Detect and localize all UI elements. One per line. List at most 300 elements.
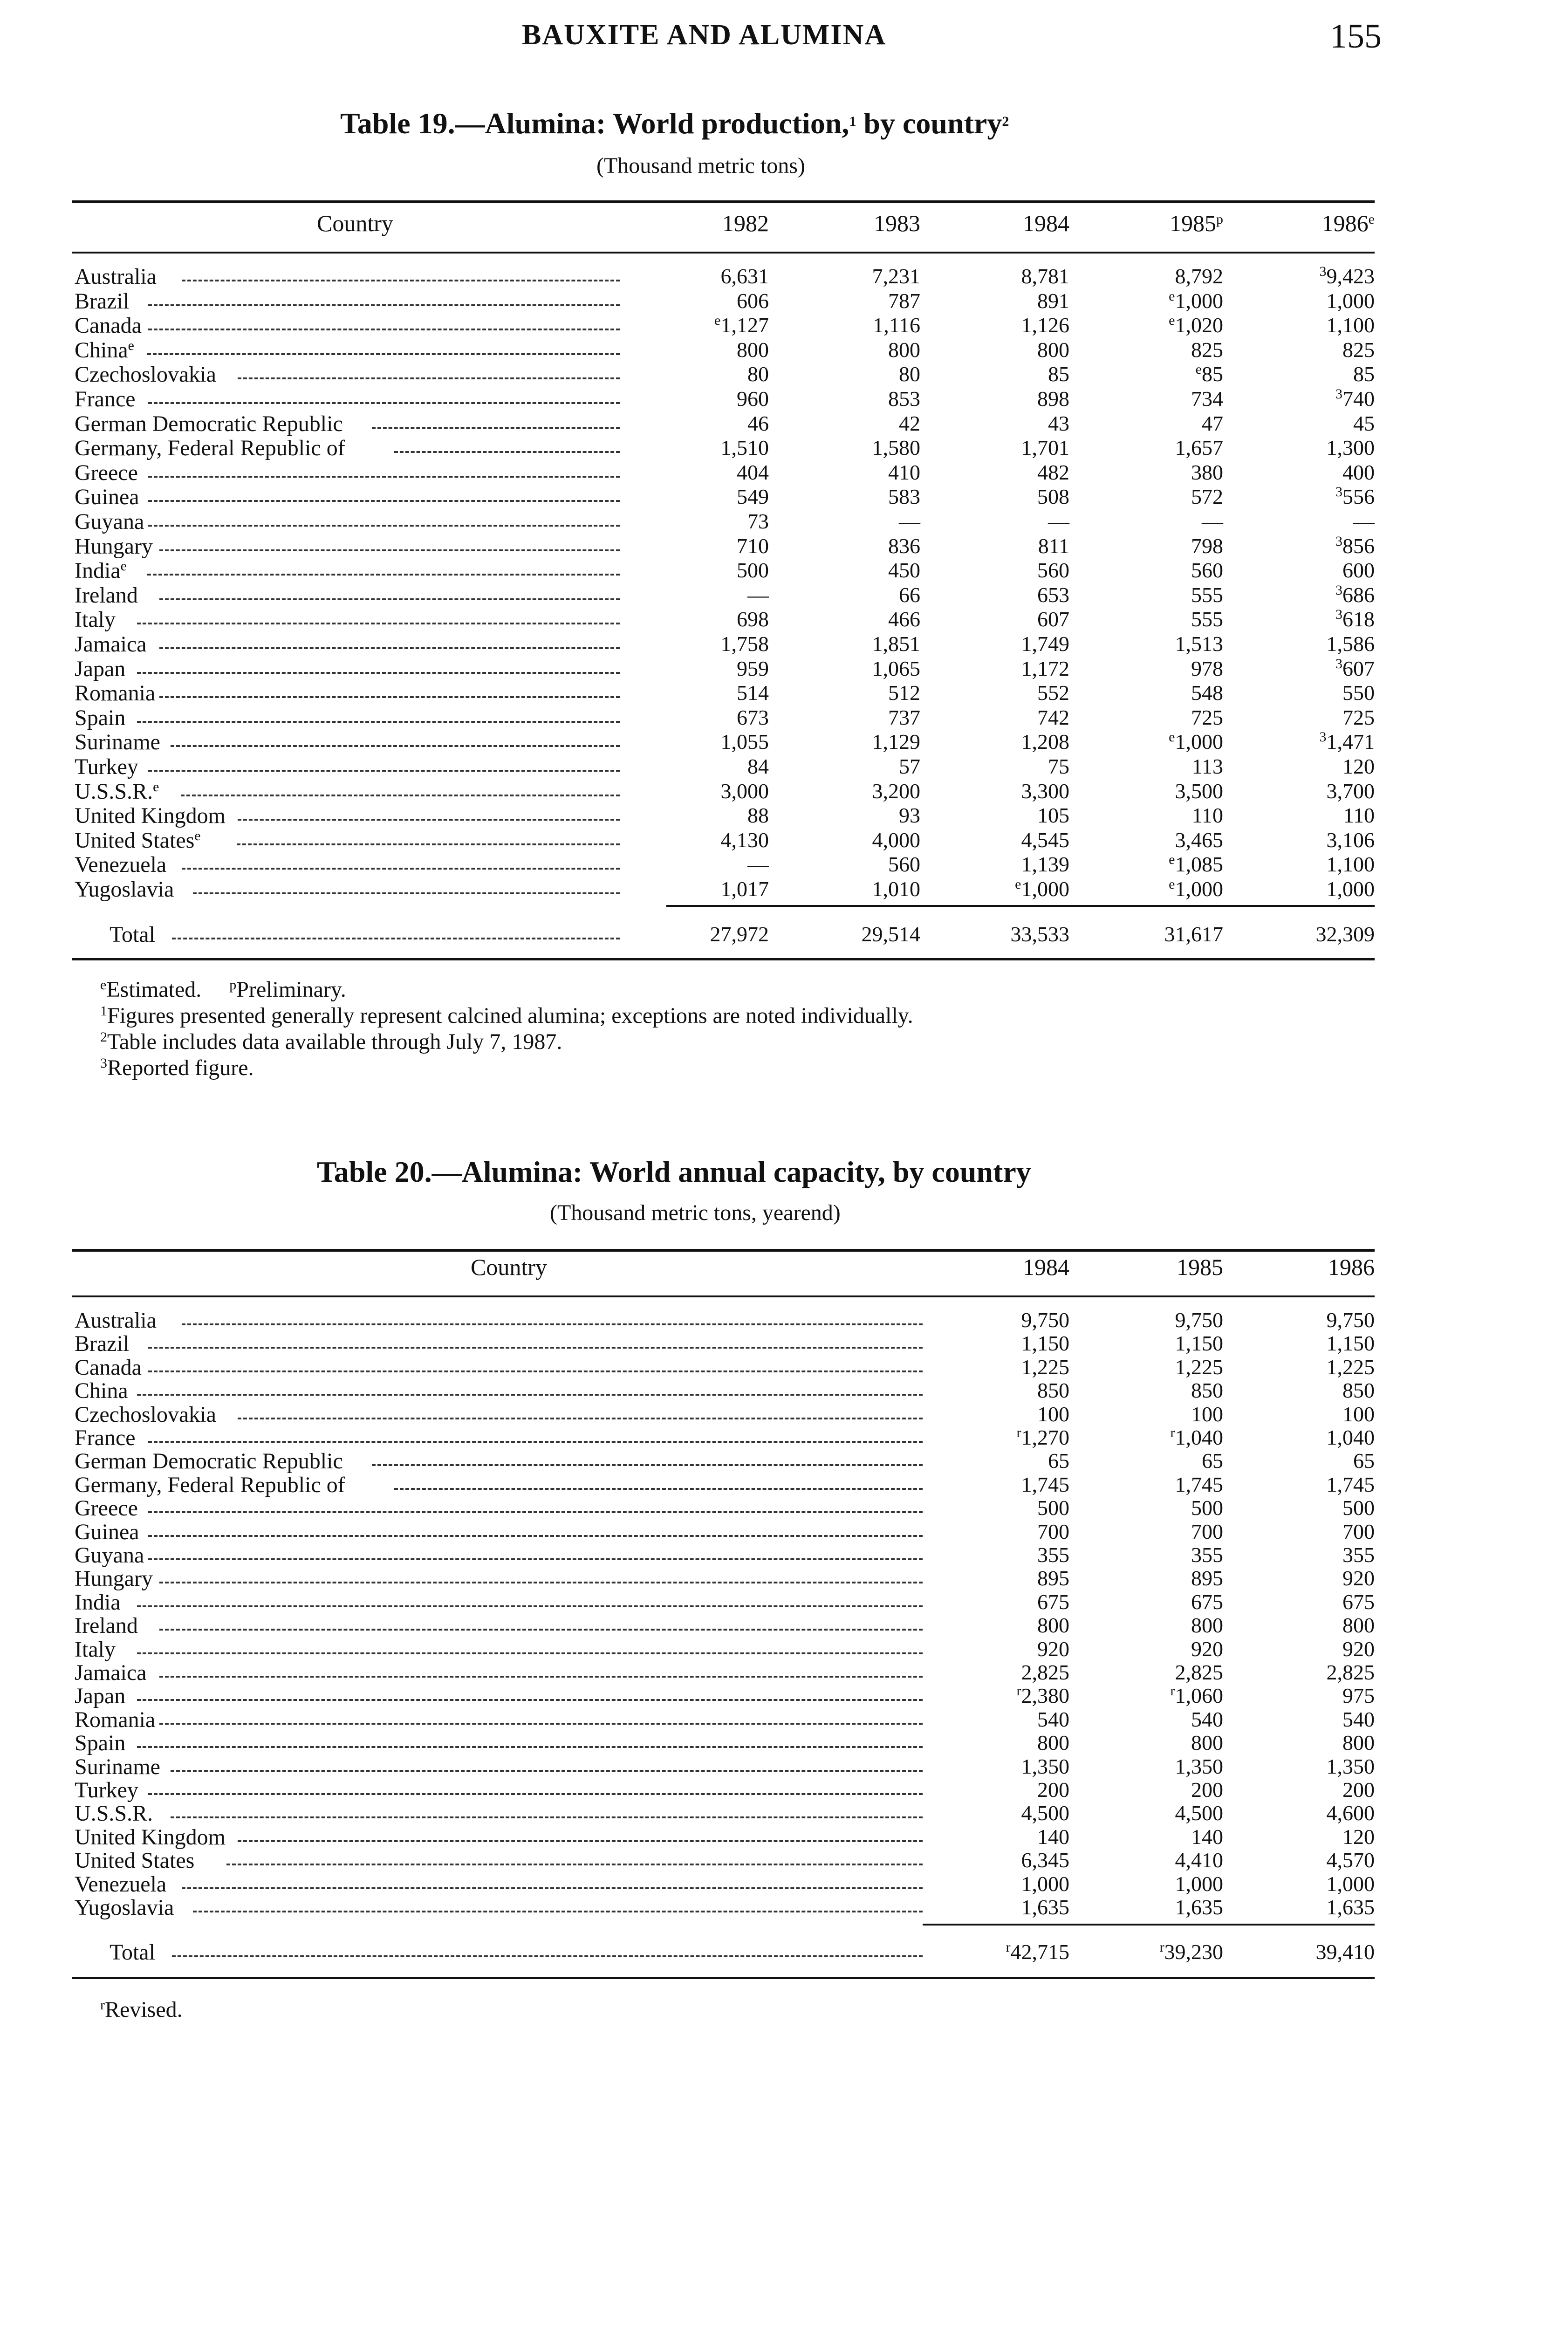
cell-value: —	[1048, 509, 1069, 533]
table-row	[0, 435, 1568, 460]
table-cell	[1253, 1331, 1375, 1356]
dot-leader	[172, 938, 620, 939]
table-cell	[948, 1402, 1069, 1426]
cell-value: 32,309	[1315, 922, 1375, 946]
table-cell	[1102, 1566, 1223, 1590]
table-cell	[648, 680, 769, 705]
table-cell	[1253, 1542, 1375, 1567]
cell-value: 1,000	[1326, 1871, 1375, 1896]
country-name-text: Hungary	[75, 1566, 153, 1591]
country-name	[75, 1637, 116, 1662]
value-note-marker: 3	[1335, 607, 1342, 623]
cell-value: 1,040	[1175, 1425, 1223, 1449]
dot-leader	[137, 1746, 923, 1748]
table-cell	[648, 803, 769, 828]
cell-value: 6,345	[1021, 1848, 1069, 1872]
cell-value: 698	[737, 607, 769, 631]
table-row	[0, 1355, 1568, 1380]
cell-value: 100	[1191, 1402, 1223, 1426]
footnote-text: Preliminary.	[236, 977, 346, 1002]
table-cell	[948, 1777, 1069, 1802]
table-cell	[799, 264, 920, 288]
table-cell	[1102, 1637, 1223, 1661]
cell-value: 560	[1191, 558, 1223, 582]
table-row	[0, 1777, 1568, 1802]
cell-value: 1,350	[1021, 1754, 1069, 1778]
value-note-marker: 3	[1319, 729, 1327, 745]
country-name-text: Guyana	[75, 1543, 144, 1568]
table-cell	[1102, 362, 1223, 386]
cell-value: 100	[1037, 1402, 1069, 1426]
table-cell	[1102, 1871, 1223, 1896]
table-cell	[1253, 582, 1375, 607]
table-cell	[948, 1308, 1069, 1332]
country-name	[75, 582, 138, 608]
table-row	[0, 656, 1568, 681]
table-cell	[1102, 1425, 1223, 1450]
cell-value: 560	[1037, 558, 1069, 582]
table-row	[0, 1378, 1568, 1403]
cell-value: 105	[1037, 803, 1069, 828]
dot-leader	[226, 1864, 923, 1865]
table-cell	[1253, 680, 1375, 705]
table-cell	[948, 1355, 1069, 1379]
country-name-text: Japan	[75, 656, 126, 681]
value-note-marker: 3	[1335, 656, 1342, 672]
cell-value: 39,230	[1164, 1940, 1223, 1964]
table-cell	[1253, 1566, 1375, 1590]
cell-value: 1,225	[1021, 1355, 1069, 1379]
country-name-text: Australia	[75, 264, 157, 289]
cell-value: 3,000	[720, 779, 769, 803]
cell-value: —	[747, 582, 769, 607]
table-cell	[1253, 1777, 1375, 1802]
country-name	[75, 1308, 157, 1333]
country-name-text: Total	[110, 922, 155, 947]
value-note-marker: 3	[1335, 386, 1342, 402]
table-cell	[948, 1848, 1069, 1872]
table20-rule	[923, 1924, 1375, 1926]
cell-value: 600	[1342, 558, 1375, 582]
table-cell	[1102, 828, 1223, 852]
table-cell	[799, 754, 920, 779]
country-name-text: Suriname	[75, 730, 160, 755]
cell-value: 975	[1342, 1684, 1375, 1708]
cell-value: 686	[1342, 582, 1375, 607]
cell-value: 895	[1191, 1566, 1223, 1590]
table-cell	[799, 313, 920, 337]
dot-leader	[137, 1605, 923, 1607]
cell-value: 450	[888, 558, 920, 582]
cell-value: 1,000	[1326, 877, 1375, 901]
table-cell	[648, 754, 769, 779]
table19-rule	[666, 905, 1375, 907]
dot-leader	[148, 402, 620, 404]
cell-value: 850	[1037, 1378, 1069, 1403]
country-name	[75, 1707, 155, 1733]
cell-value: 895	[1037, 1566, 1069, 1590]
country-name-text: Japan	[75, 1684, 126, 1709]
cell-value: 47	[1202, 411, 1223, 435]
cell-value: 500	[737, 558, 769, 582]
estimate-marker: e	[153, 779, 159, 795]
country-name-text: Guinea	[75, 1519, 139, 1544]
table19-header-year	[995, 210, 1069, 237]
table-cell	[1253, 1425, 1375, 1450]
table-cell	[1253, 1707, 1375, 1732]
cell-value: 113	[1191, 754, 1223, 778]
cell-value: 84	[747, 754, 769, 778]
value-note-marker: 3	[1335, 582, 1342, 598]
table-row	[0, 1848, 1568, 1873]
table-row	[0, 1590, 1568, 1615]
country-name-text: Canada	[75, 1355, 142, 1380]
table-cell	[1253, 313, 1375, 337]
country-name	[75, 1660, 147, 1686]
cell-value: 572	[1191, 485, 1223, 509]
cell-value: 500	[1191, 1496, 1223, 1520]
table-cell	[948, 1566, 1069, 1590]
table-cell	[799, 288, 920, 313]
cell-value: 110	[1191, 803, 1223, 828]
cell-value: 800	[1037, 1731, 1069, 1755]
footnote-marker: 3	[100, 1055, 107, 1071]
country-name-text: Venezuela	[75, 852, 167, 877]
dot-leader	[193, 1911, 923, 1912]
value-note-marker: r	[1016, 1683, 1021, 1699]
table-cell	[948, 1637, 1069, 1661]
table-row	[0, 558, 1568, 583]
country-name-text: Yugoslavia	[75, 877, 174, 902]
country-name-text: Ireland	[75, 582, 138, 608]
table19-top-rule	[72, 200, 1375, 203]
cell-value: 1,085	[1175, 852, 1223, 877]
country-name	[75, 877, 174, 902]
table-cell	[1253, 1683, 1375, 1708]
cell-value: 1,745	[1021, 1472, 1069, 1496]
table-cell	[948, 852, 1069, 877]
cell-value: 1,100	[1326, 313, 1375, 337]
dot-leader	[147, 353, 620, 355]
table-cell	[1253, 1355, 1375, 1379]
country-name-text: Czechoslovakia	[75, 1402, 216, 1427]
country-name	[75, 828, 201, 853]
table-row	[0, 484, 1568, 509]
dot-leader	[148, 329, 620, 330]
country-name	[75, 509, 144, 535]
country-name	[75, 1895, 174, 1920]
cell-value: 404	[737, 460, 769, 484]
cell-value: 1,513	[1175, 632, 1223, 656]
cell-value: 140	[1191, 1824, 1223, 1849]
table-cell	[1102, 631, 1223, 656]
country-name-text: Romania	[75, 1707, 156, 1732]
table-cell	[799, 582, 920, 607]
table-cell	[1253, 460, 1375, 485]
country-name-text: China	[75, 337, 128, 363]
dot-leader	[182, 1887, 923, 1889]
cell-value: 800	[1191, 1731, 1223, 1755]
table-cell	[1253, 1848, 1375, 1872]
cell-value: 1,701	[1021, 436, 1069, 460]
table-cell	[948, 509, 1069, 534]
table-row	[0, 1402, 1568, 1427]
cell-value: 675	[1037, 1590, 1069, 1614]
table19-title: Table 19.—Alumina: World production,$^1$ by country$^2$	[340, 107, 1009, 140]
cell-value: 500	[1342, 1496, 1375, 1520]
table19-header-year	[694, 210, 769, 237]
table-cell	[1102, 460, 1223, 485]
table-cell	[648, 509, 769, 534]
cell-value: 1,055	[720, 730, 769, 754]
cell-value: 540	[1342, 1707, 1375, 1731]
cell-value: 1,471	[1326, 730, 1375, 754]
country-name-text: Turkey	[75, 1778, 138, 1802]
country-name	[75, 1472, 345, 1498]
cell-value: 675	[1191, 1590, 1223, 1614]
cell-value: 46	[747, 411, 769, 435]
value-note-marker: 3	[1319, 264, 1327, 279]
country-name	[75, 1730, 125, 1756]
total-label	[110, 922, 155, 947]
dot-leader	[148, 1511, 923, 1513]
year-label: 1985	[1177, 1254, 1223, 1280]
table-cell	[1253, 779, 1375, 803]
cell-value: 700	[1342, 1519, 1375, 1543]
table-cell	[948, 1895, 1069, 1919]
cell-value: 850	[1342, 1378, 1375, 1403]
table-row	[0, 362, 1568, 387]
country-name	[75, 1355, 142, 1380]
cell-value: 85	[1202, 362, 1223, 386]
estimate-marker: e	[120, 558, 127, 574]
table-cell	[799, 460, 920, 485]
country-name-text: U.S.S.R.	[75, 1801, 153, 1826]
table-row	[0, 337, 1568, 363]
table-cell	[648, 828, 769, 852]
table-row	[0, 411, 1568, 436]
cell-value: 4,570	[1326, 1848, 1375, 1872]
cell-value: 800	[1037, 1613, 1069, 1638]
table-cell	[948, 337, 1069, 362]
table-cell	[648, 582, 769, 607]
country-name-text: Suriname	[75, 1754, 160, 1779]
table-cell	[1102, 1542, 1223, 1567]
cell-value: 31,617	[1164, 922, 1223, 946]
cell-value: 1,270	[1021, 1425, 1069, 1449]
cell-value: 4,545	[1021, 828, 1069, 852]
table-cell	[1253, 754, 1375, 779]
dot-leader	[148, 500, 620, 502]
cell-value: 4,000	[872, 828, 920, 852]
table-cell	[948, 1707, 1069, 1732]
cell-value: 1,586	[1326, 632, 1375, 656]
table-cell	[1253, 705, 1375, 730]
cell-value: 555	[1191, 582, 1223, 607]
table-cell	[648, 558, 769, 582]
table-cell	[1253, 656, 1375, 681]
cell-value: 740	[1342, 387, 1375, 411]
country-name-text: Brazil	[75, 288, 130, 314]
cell-value: 1,000	[1175, 877, 1223, 901]
table-cell	[1102, 1590, 1223, 1614]
table-cell	[948, 680, 1069, 705]
cell-value: 3,700	[1326, 779, 1375, 803]
country-name-text: United States	[75, 1848, 195, 1873]
table-cell	[648, 362, 769, 386]
country-name	[75, 460, 138, 486]
footnote-marker: p	[229, 977, 237, 993]
table20-header-year	[1149, 1254, 1223, 1281]
table-cell	[799, 680, 920, 705]
cell-value: 607	[1342, 656, 1375, 680]
footnote-text: Table includes data available through July 7, 1987.	[107, 1029, 562, 1054]
cell-value: 742	[1037, 705, 1069, 729]
table-cell	[1102, 435, 1223, 460]
cell-value: 355	[1191, 1543, 1223, 1567]
table-cell	[1102, 264, 1223, 288]
cell-value: 1,510	[720, 436, 769, 460]
cell-value: 42	[899, 411, 920, 435]
dot-leader	[148, 476, 620, 478]
cell-value: 798	[1191, 534, 1223, 558]
country-name	[75, 1425, 136, 1451]
table-cell	[1253, 631, 1375, 656]
cell-value: 853	[888, 387, 920, 411]
country-name	[75, 705, 125, 731]
table-row	[0, 1448, 1568, 1473]
cell-value: 891	[1037, 288, 1069, 313]
table-cell	[948, 1448, 1069, 1473]
cell-value: 85	[1353, 362, 1375, 386]
table-cell	[948, 1824, 1069, 1849]
cell-value: 618	[1342, 607, 1375, 631]
cell-value: 607	[1037, 607, 1069, 631]
cell-value: 1,000	[1021, 877, 1069, 901]
table-cell	[948, 1331, 1069, 1356]
footnote-marker: e	[100, 977, 107, 993]
cell-value: 400	[1342, 460, 1375, 484]
country-name	[75, 1754, 160, 1780]
table20-header-year	[995, 1254, 1069, 1281]
cell-value: 787	[888, 288, 920, 313]
table-cell	[1102, 877, 1223, 901]
table-cell	[1253, 1660, 1375, 1685]
country-name	[75, 264, 157, 289]
table-cell	[1253, 1308, 1375, 1332]
cell-value: 540	[1037, 1707, 1069, 1731]
table-cell	[948, 729, 1069, 754]
dot-leader	[147, 574, 620, 576]
table-cell	[948, 1613, 1069, 1638]
table-cell	[799, 484, 920, 509]
footnote	[100, 1003, 913, 1028]
table-cell	[1102, 852, 1223, 877]
dot-leader	[372, 1464, 923, 1466]
table-cell	[1102, 1939, 1223, 1964]
cell-value: 583	[888, 485, 920, 509]
cell-value: 9,750	[1326, 1308, 1375, 1332]
table-cell	[1253, 558, 1375, 582]
country-name-text: Italy	[75, 1637, 116, 1662]
cell-value: 4,130	[720, 828, 769, 852]
cell-value: 800	[1342, 1731, 1375, 1755]
country-name	[75, 1448, 343, 1474]
year-label: 1985	[1170, 210, 1216, 236]
country-name-text: Jamaica	[75, 1660, 147, 1685]
cell-value: 2,825	[1021, 1660, 1069, 1684]
table-row	[0, 1754, 1568, 1779]
table-cell	[1253, 264, 1375, 288]
table-cell	[948, 558, 1069, 582]
table-row	[0, 705, 1568, 730]
table-cell	[799, 337, 920, 362]
dot-leader	[181, 795, 620, 796]
table-cell	[948, 828, 1069, 852]
table-cell	[948, 1801, 1069, 1825]
table-cell	[948, 411, 1069, 436]
table-cell	[648, 460, 769, 485]
table-cell	[1102, 729, 1223, 754]
cell-value: 355	[1342, 1543, 1375, 1567]
table19-subtitle: (Thousand metric tons)	[596, 153, 805, 178]
table-cell	[1253, 877, 1375, 901]
cell-value: 898	[1037, 387, 1069, 411]
table-cell	[799, 779, 920, 803]
table-cell	[799, 534, 920, 558]
cell-value: 1,000	[1021, 1871, 1069, 1896]
dot-leader	[148, 1793, 923, 1795]
table-cell	[648, 656, 769, 681]
country-name-text: United Kingdom	[75, 1824, 226, 1850]
country-name-text: Australia	[75, 1308, 157, 1333]
table-cell	[1102, 1495, 1223, 1520]
country-name	[75, 779, 159, 804]
country-name	[75, 1613, 138, 1638]
cell-value: 920	[1342, 1637, 1375, 1661]
cell-value: 737	[888, 705, 920, 729]
dot-leader	[238, 377, 620, 379]
country-name-text: Italy	[75, 607, 116, 632]
table-cell	[1102, 509, 1223, 534]
country-name	[75, 1566, 153, 1591]
cell-value: 2,825	[1326, 1660, 1375, 1684]
value-note-marker: e	[1169, 852, 1175, 868]
table-cell	[948, 1542, 1069, 1567]
country-name	[75, 411, 343, 437]
country-name-text: Total	[110, 1940, 155, 1965]
table-cell	[648, 852, 769, 877]
cell-value: 1,100	[1326, 852, 1375, 877]
value-note-marker: e	[1195, 362, 1202, 377]
table-cell	[1102, 411, 1223, 436]
table-cell	[1102, 1754, 1223, 1779]
table20-rule	[72, 1977, 1375, 1979]
table-cell	[948, 1425, 1069, 1450]
country-name	[75, 1542, 144, 1568]
table-cell	[948, 922, 1069, 946]
value-note-marker: e	[1169, 288, 1175, 304]
table-cell	[1253, 1613, 1375, 1638]
table-cell	[1253, 1895, 1375, 1919]
table-cell	[1102, 534, 1223, 558]
table-cell	[648, 386, 769, 411]
table-row	[0, 1519, 1568, 1544]
table-cell	[948, 705, 1069, 730]
country-name	[75, 1848, 194, 1873]
cell-value: 57	[899, 754, 920, 778]
table-cell	[648, 411, 769, 436]
